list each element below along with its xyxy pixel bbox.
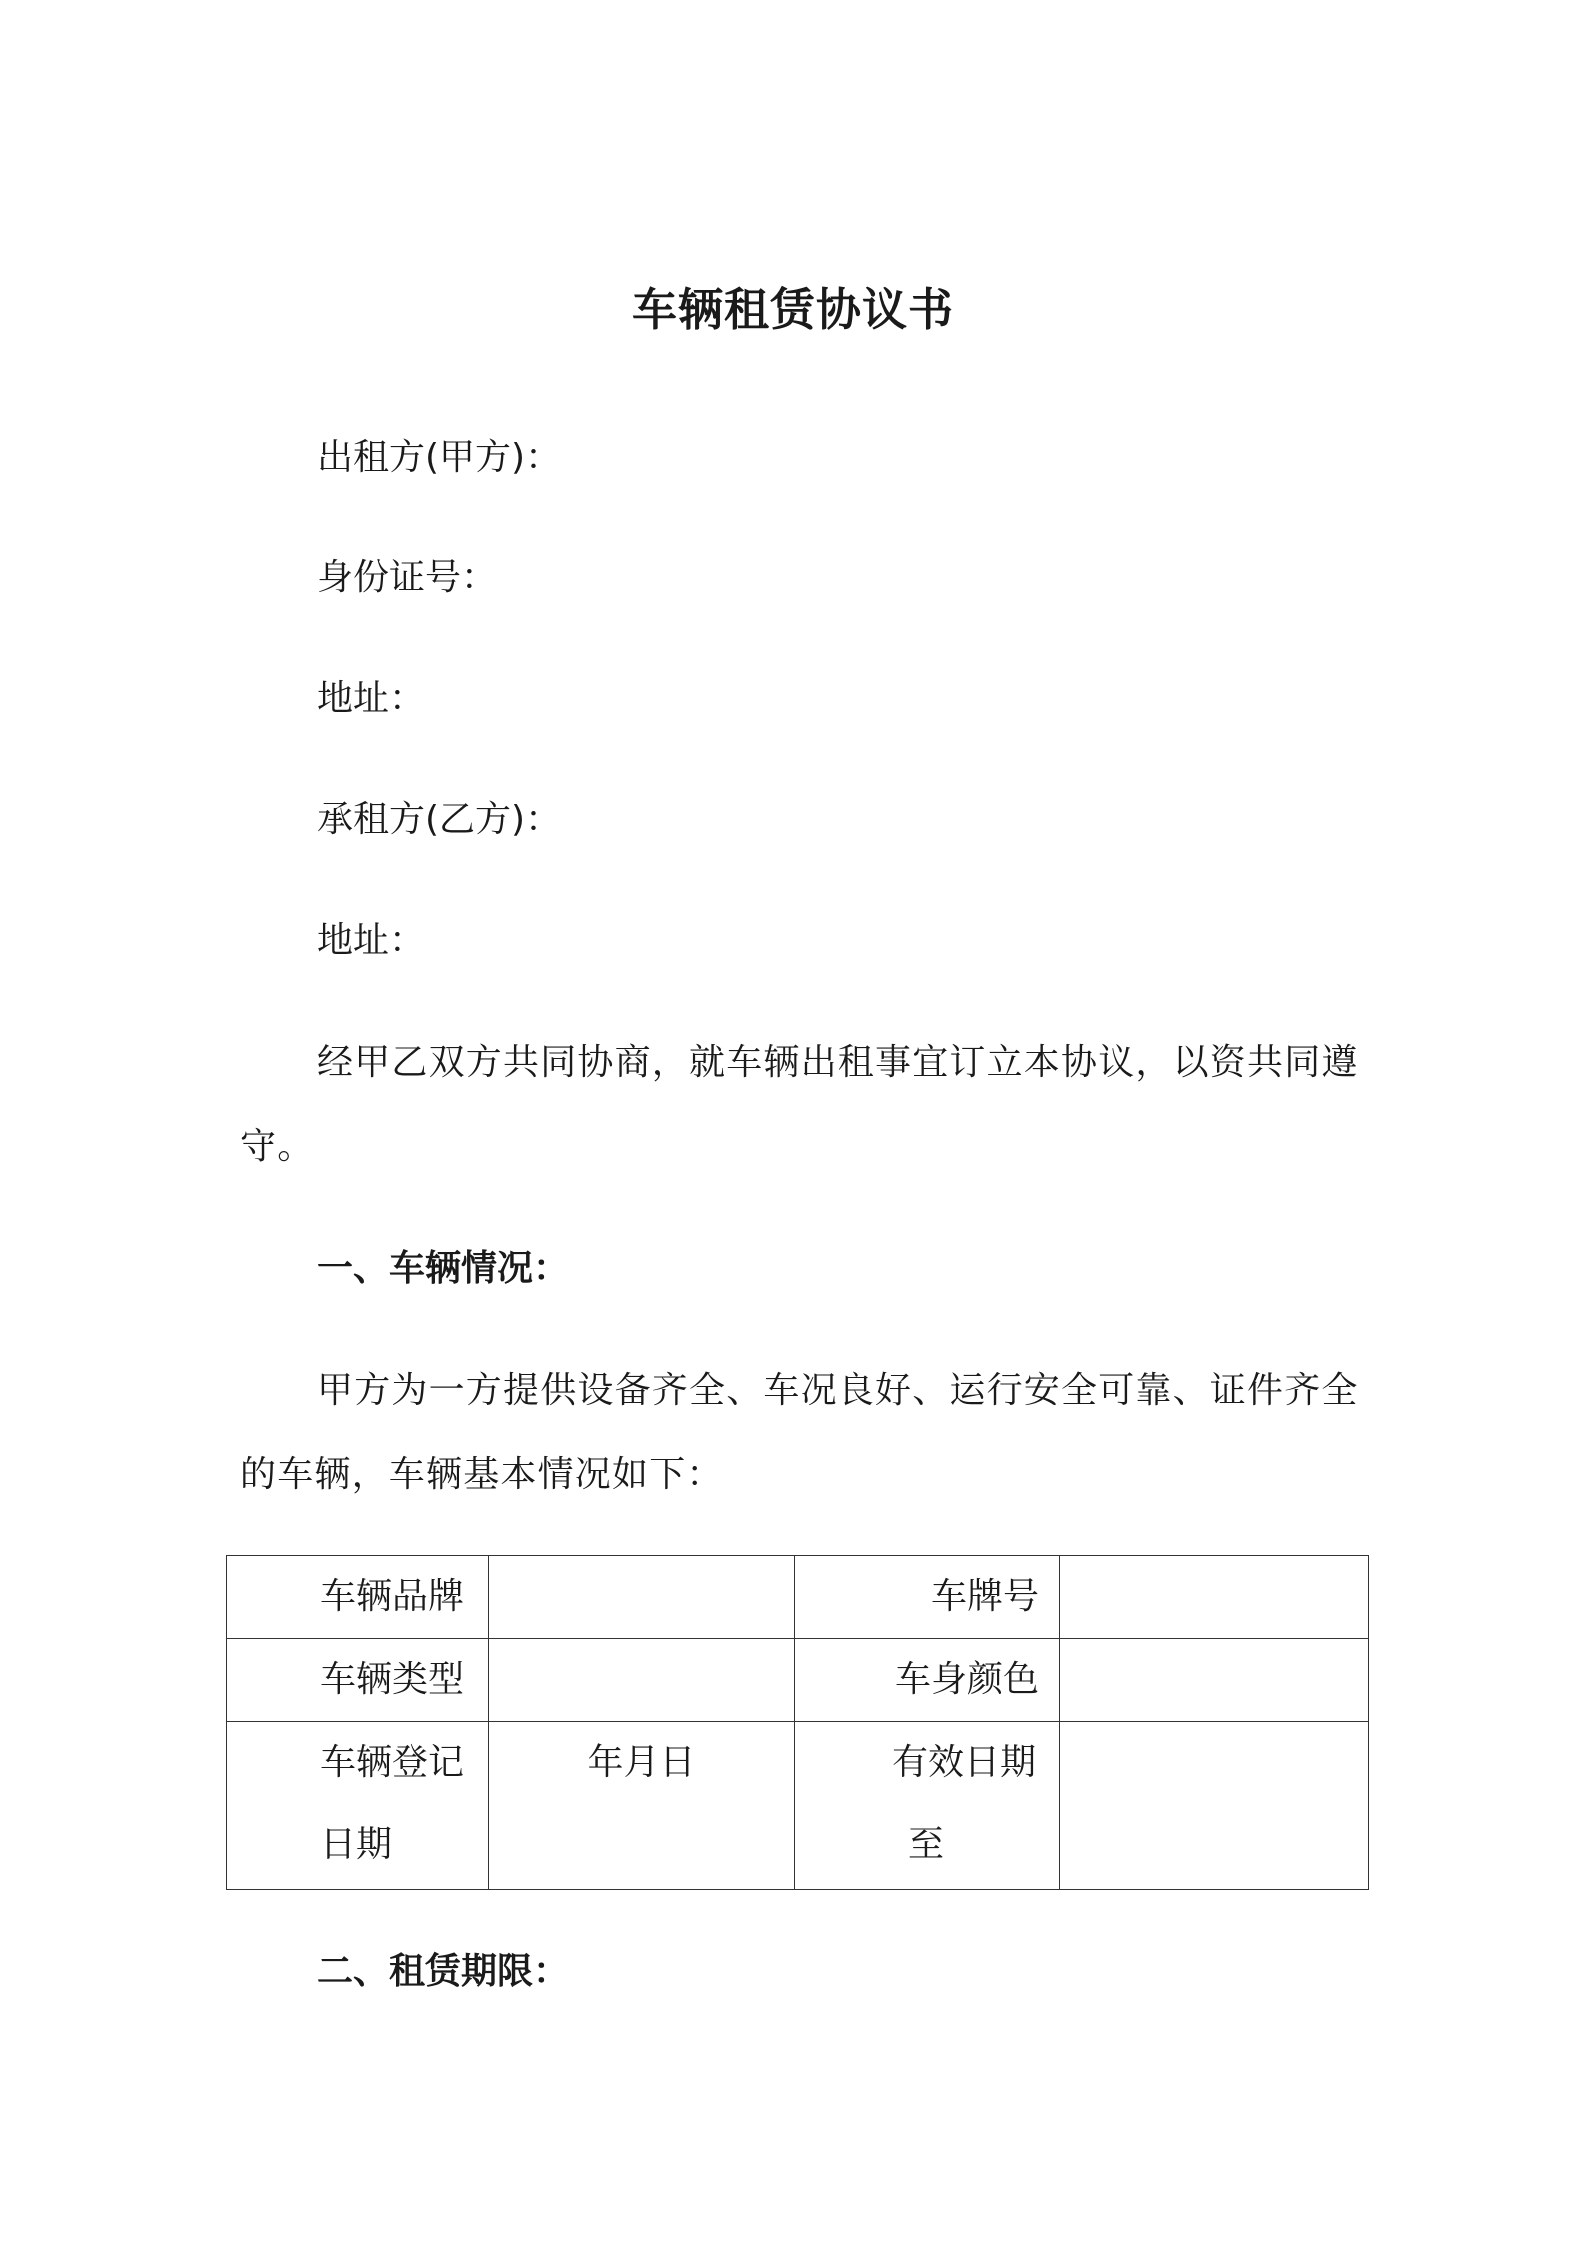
id-number-field: 身份证号：: [317, 557, 498, 598]
type-value-cell: [489, 1639, 795, 1722]
plate-label-cell: 车牌号: [795, 1556, 1060, 1639]
brand-value-cell: [489, 1556, 795, 1639]
document-title: 车辆租赁协议书: [631, 283, 954, 336]
lessee-address-field: 地址：: [317, 920, 426, 961]
type-label-cell: 车辆类型: [227, 1639, 489, 1722]
valid-date-value-cell: [1060, 1722, 1369, 1890]
lessee-field: 承租方(乙方)：: [317, 799, 562, 840]
valid-date-label-cell: [795, 1722, 1060, 1890]
table-row: [227, 1639, 1369, 1722]
lessor-address-field: 地址：: [317, 678, 426, 719]
section-lease-term-heading: 二、租赁期限：: [317, 1951, 570, 1992]
plate-value-cell: [1060, 1556, 1369, 1639]
intro-paragraph: 经甲乙双方共同协商，就车辆出租事宜订立本协议，以资共同遵守。: [240, 1042, 1359, 1167]
section-vehicle-heading: 一、车辆情况：: [317, 1248, 570, 1289]
section-vehicle-body: 甲方为一方提供设备齐全、车况良好、运行安全可靠、证件齐全的车辆，车辆基本情况如下：: [240, 1370, 1359, 1495]
registration-date-label-cell: 车辆登记日期: [227, 1722, 489, 1890]
registration-date-value-cell: 年月日: [489, 1722, 795, 1890]
valid-until-label: 至: [908, 1824, 945, 1865]
lessor-field: 出租方(甲方)：: [317, 437, 562, 478]
table-row: [227, 1722, 1369, 1890]
table-row: [227, 1556, 1369, 1639]
color-value-cell: [1060, 1639, 1369, 1722]
brand-label-cell: 车辆品牌: [227, 1556, 489, 1639]
vehicle-info-table: [226, 1555, 1369, 1890]
valid-date-label: 有效日期: [892, 1742, 1037, 1783]
color-label-cell: 车身颜色: [795, 1639, 1060, 1722]
